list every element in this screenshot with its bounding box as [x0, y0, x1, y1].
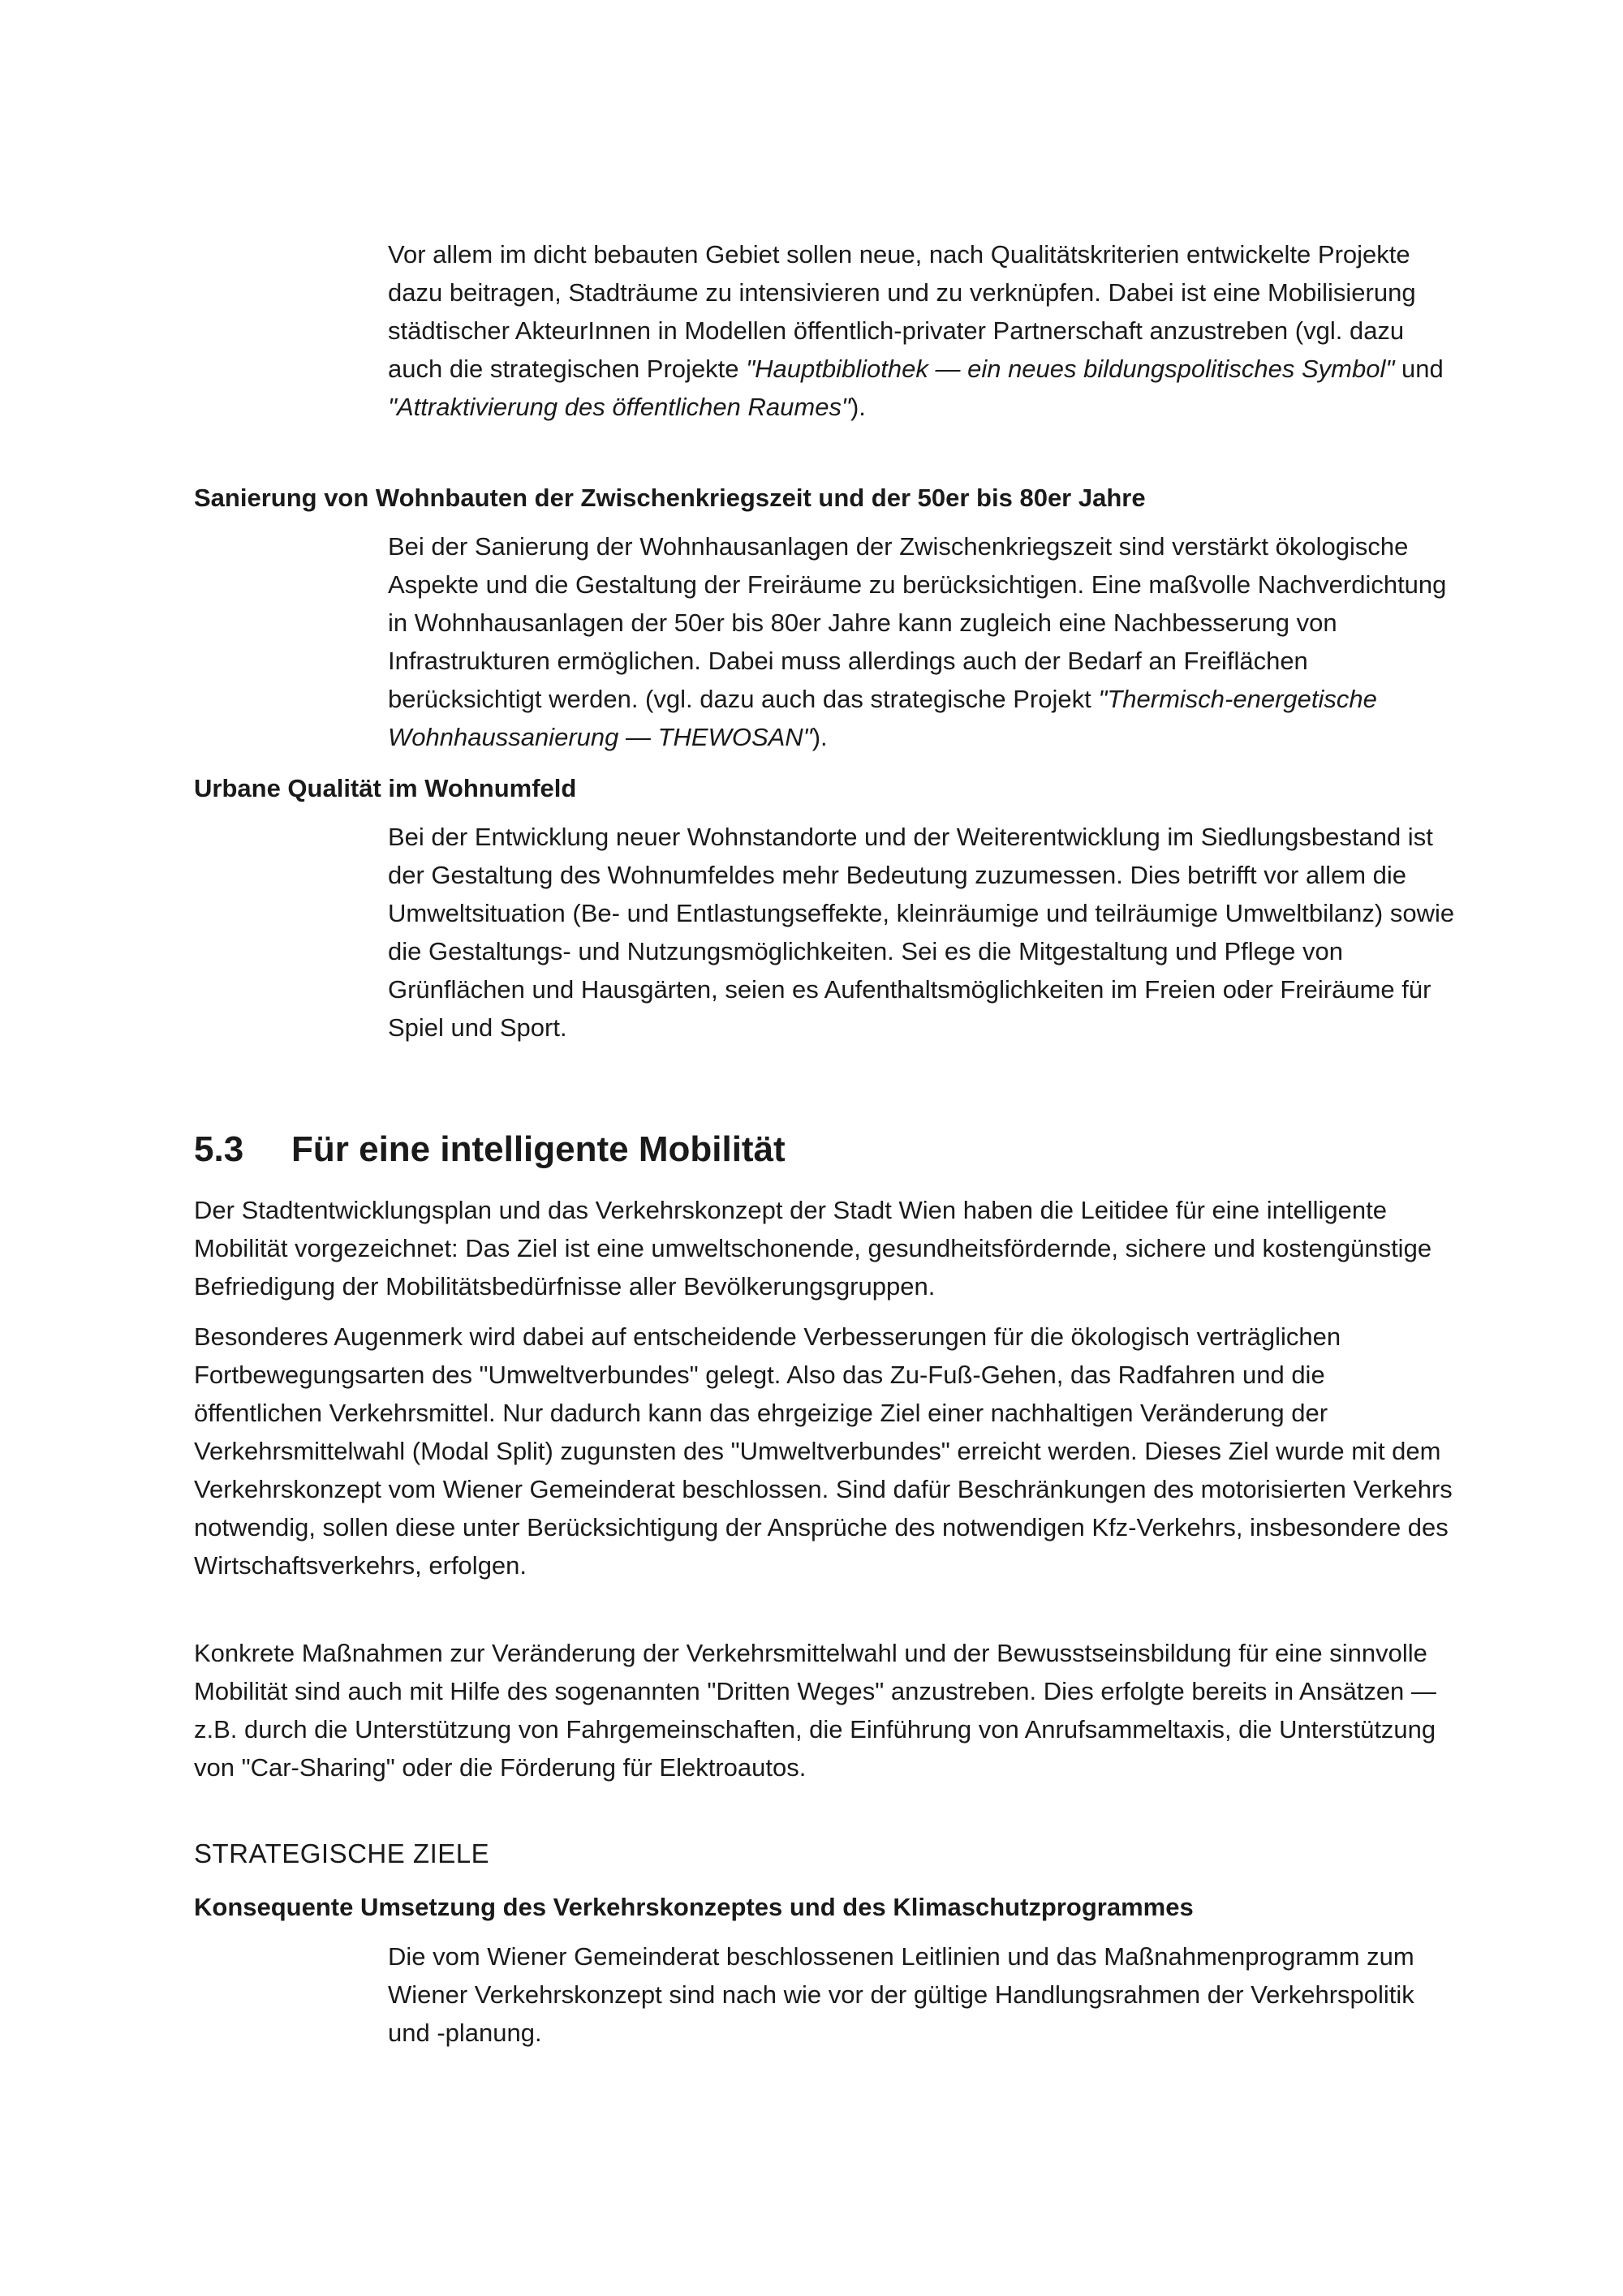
subheading-verkehrskonzept: Konsequente Umsetzung des Verkehrskonzeptes und des Klimaschutzprogrammes: [194, 1893, 1194, 1921]
project-reference-thewosan: "Thermisch-energetische Wohnhaussanierung — THEWOSAN": [388, 685, 1377, 751]
section-heading: Für eine intelligente Mobilität: [291, 1129, 786, 1169]
project-reference-hauptbibliothek: "Hauptbibliothek — ein neues bildungspolitisches Symbol": [746, 355, 1395, 383]
paragraph-dritter-weg: Konkrete Maßnahmen zur Veränderung der Verkehrsmittelwahl und der Bewusstseinsbildung für eine sinnvolle Mobilität sind auch mit Hilfe des sogenannten "Dritten Weges" anzustreben. Dies erfolgte bereits in Ansätzen — z.B. durch die Unterstützung von Fahrgemeinschaften, die Einführung von Anrufsammeltaxis, die Unterstützung von "Car-Sharing" oder die Förderung für Elektroautos.: [194, 1639, 1436, 1782]
section-number: 5.3: [194, 1129, 244, 1169]
section-title: [194, 1125, 1459, 1174]
paragraph-wohnumfeld: Bei der Entwicklung neuer Wohnstandorte und der Weiterentwicklung im Siedlungsbestand ist der Gestaltung des Wohnumfeldes mehr Bedeutung zuzumessen. Dies betrifft vor allem die Umweltsituation (Be- und Entlastungseffekte, kleinräumige und teilräumige Umweltbilanz) sowie die Gestaltungs- und Nutzungsmöglichkeiten. Sei es die Mitgestaltung und Pflege von Grünflächen und Hausgärten, seien es Aufenthaltsmöglichkeiten im Freien oder Freiräume für Spiel und Sport.: [388, 823, 1455, 1042]
subheading-urbane-qualitaet: Urbane Qualität im Wohnumfeld: [194, 774, 577, 802]
paragraph-text: ).: [850, 393, 866, 421]
project-reference-raum: "Attraktivierung des öffentlichen Raumes": [388, 393, 850, 421]
paragraph-sanierung: [388, 527, 1459, 756]
paragraph-text: Vor allem im dicht bebauten Gebiet sollen neue, nach Qualitätskriterien entwickelte Projekte dazu beitragen, Stadträume zu intensivieren und zu verknüpfen. Dabei ist eine Mobilisierung städtischer AkteurInnen in Modellen öffentlich-privater Partnerschaft anzustreben (vgl. dazu auch die strategischen Projekte: [388, 240, 1416, 383]
paragraph-stadtraeume: [388, 235, 1459, 426]
paragraph-umweltverbund: Besonderes Augenmerk wird dabei auf entscheidende Verbesserungen für die ökologisch verträglichen Fortbewegungsarten des "Umweltverbundes" gelegt. Also das Zu-Fuß-Gehen, das Radfahren und die öffentlichen Verkehrsmittel. Nur dadurch kann das ehrgeizige Ziel einer nachhaltigen Veränderung der Verkehrsmittelwahl (Modal Split) zugunsten des "Umweltverbundes" erreicht werden. Dieses Ziel wurde mit dem Verkehrskonzept vom Wiener Gemeinderat beschlossen. Sind dafür Beschränkungen des motorisierten Verkehrs notwendig, sollen diese unter Berücksichtigung der Ansprüche des notwendigen Kfz-Verkehrs, insbesondere des Wirtschaftsverkehrs, erfolgen.: [194, 1322, 1453, 1580]
paragraph-leitlinien: Die vom Wiener Gemeinderat beschlossenen Leitlinien und das Maßnahmenprogramm zum Wiener Verkehrskonzept sind nach wie vor der gültige Handlungsrahmen der Verkehrspolitik und -planung.: [388, 1942, 1414, 2047]
subheading-sanierung: Sanierung von Wohnbauten der Zwischenkriegszeit und der 50er bis 80er Jahre: [194, 484, 1146, 512]
paragraph-stadtentwicklungsplan: Der Stadtentwicklungsplan und das Verkehrskonzept der Stadt Wien haben die Leitidee für eine intelligente Mobilität vorgezeichnet: Das Ziel ist eine umweltschonende, gesundheitsfördernde, sichere und kostengünstige Befriedigung der Mobilitätsbedürfnisse aller Bevölkerungsgruppen.: [194, 1196, 1432, 1301]
paragraph-text: ).: [812, 723, 828, 751]
paragraph-text: Bei der Sanierung der Wohnhausanlagen der Zwischenkriegszeit sind verstärkt ökologische Aspekte und die Gestaltung der Freiräume zu berücksichtigen. Eine maßvolle Nachverdichtung in Wohnhausanlagen der 50er bis 80er Jahre kann zugleich eine Nachbesserung von Infrastrukturen ermöglichen. Dabei muss allerdings auch der Bedarf an Freiflächen berücksichtigt werden. (vgl. dazu auch das strategische Projekt: [388, 532, 1447, 713]
paragraph-text: und: [1394, 355, 1444, 383]
heading-strategische-ziele: STRATEGISCHE ZIELE: [194, 1838, 490, 1868]
